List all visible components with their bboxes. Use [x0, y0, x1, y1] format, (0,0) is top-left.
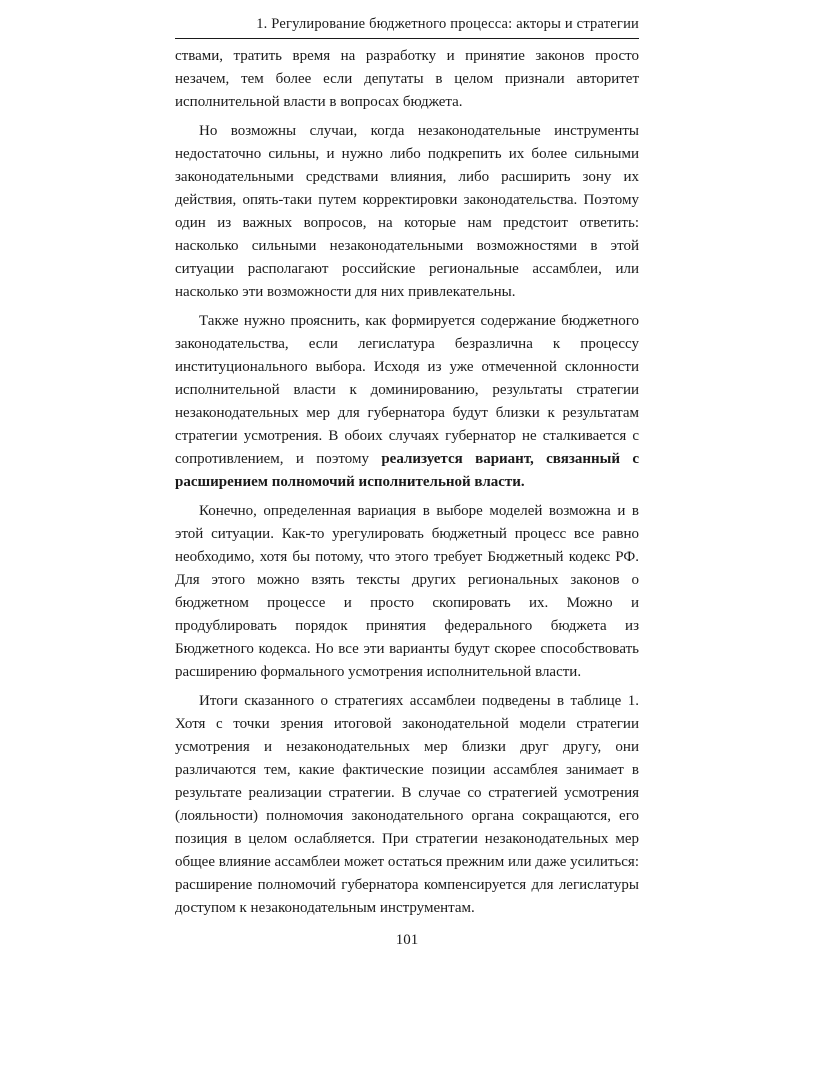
running-head: 1. Регулирование бюджетного процесса: акторы и стратегии	[175, 14, 639, 39]
paragraph-5-text: Итоги сказанного о стратегиях ассамблеи подведены в таблице 1. Хотя с точки зрения итоговой законодательной модели стратегии усмотрения и незаконодательных мер близки друг другу, они различаются тем, какие фактические позиции ассамблея занимает в результате реализации стратегии. В случае со стратегией усмотрения (лояльности) полномочия законодательного органа сокращаются, его позиция в целом ослабляется. При стратегии незаконодательных мер общее влияние ассамблеи может остаться прежним или даже усилиться: расширение полномочий губернатора компенсируется для легислатуры доступом к незаконодательным инструментам.	[175, 693, 639, 916]
paragraph-1-text: ствами, тратить время на разработку и принятие законов просто незачем, тем более если депутаты в целом признали авторитет исполнительной власти в вопросах бюджета.	[175, 48, 639, 110]
paragraph-2-text: Но возможны случаи, когда незаконодательные инструменты недостаточно сильны, и нужно либо подкрепить их более сильными законодательными средствами влияния, либо расширить зону их действия, опять-таки путем корректировки законодательства. Поэтому один из важных вопросов, на которые нам предстоит ответить: насколько сильными незаконодательными возможностями в этой ситуации располагают российские региональные ассамблеи, или насколько эти возможности для них привлекательны.	[175, 123, 639, 300]
paragraph-3-bold-phrase: реализуется вариант, связанный с расширением полномочий исполнительной власти	[175, 451, 639, 490]
paragraph-3	[175, 310, 639, 494]
page-number: 101	[395, 932, 419, 948]
book-page	[175, 14, 639, 950]
paragraph-3-text: Также нужно прояснить, как формируется содержание бюджетного законодательства, если легислатура безразлична к процессу институционального выбора. Исходя из уже отмеченной склонности исполнительной власти к доминированию, результаты стратегии незаконодательных мер для губернатора будут близки к результатам стратегии усмотрения. В обоих случаях губернатор не сталкивается с сопротивлением, и поэтому	[175, 313, 639, 467]
paragraph-5	[175, 690, 639, 920]
paragraph-1	[175, 45, 639, 114]
paragraph-4-text: Конечно, определенная вариация в выборе моделей возможна и в этой ситуации. Как-то урегулировать бюджетный процесс все равно необходимо, хотя бы потому, что этого требует Бюджетный кодекс РФ. Для этого можно взять тексты других региональных законов о бюджетном процессе и просто скопировать их. Можно и продублировать порядок принятия федерального бюджета из Бюджетного кодекса. Но все эти варианты будут скорее способствовать расширению формального усмотрения исполнительной власти.	[175, 503, 639, 680]
paragraph-3-end: .	[520, 474, 525, 490]
paragraph-2	[175, 120, 639, 304]
body-text	[175, 45, 639, 920]
paragraph-4	[175, 500, 639, 684]
